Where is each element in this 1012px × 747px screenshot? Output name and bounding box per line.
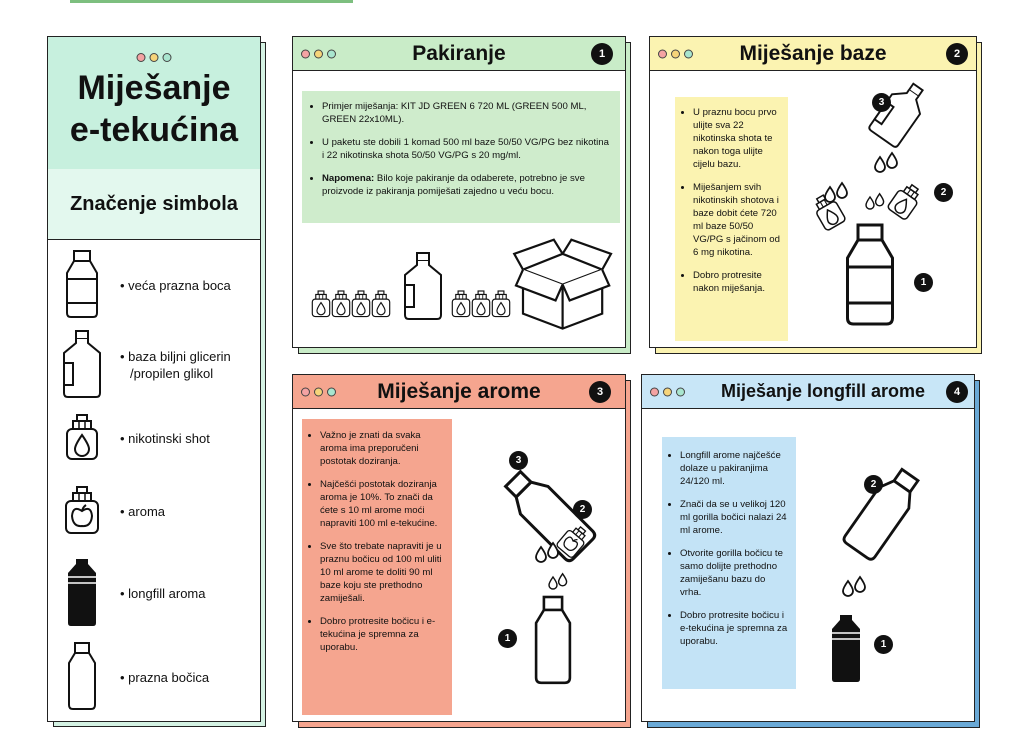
panel-base-header [650, 37, 976, 71]
note-item: • Sve što trebate napraviti je u praznu bočicu od 100 ml uliti 10 ml arome te doliti 90 ml baze koju ste prethodno zamiješali. [320, 540, 444, 605]
step-2-badge: 2 [573, 500, 592, 519]
step-1-badge: 1 [874, 635, 893, 654]
panel-aroma-header [293, 375, 625, 409]
panel-packaging [292, 36, 626, 348]
panel-aroma-mixing [292, 374, 626, 722]
note-item: • Longfill arome najčešće dolaze u pakiranjima 24/120 ml. [680, 449, 788, 488]
note-item: • Važno je znati da svaka aroma ima preporučeni postotak doziranja. [320, 429, 444, 468]
note-item: • Miješanjem svih nikotinskih shotova i baze dobit ćete 720 ml baze 50/50 VG/PG s jačinom od 6 mg nikotina. [693, 181, 780, 259]
panel-longfill-mixing [641, 374, 975, 722]
legend-item-small-bottle: • prazna bočica [60, 643, 209, 711]
panel-base-notes [675, 97, 788, 341]
legend-item-large-bottle: • veća prazna boca [60, 251, 231, 319]
panel-longfill-notes [662, 437, 796, 689]
legend-heading: Značenje simbola [70, 192, 238, 215]
panel-base-number: 2 [946, 43, 968, 65]
legend-item-nicotine-shot: • nikotinski shot [60, 413, 210, 463]
note-item: • Znači da se u velikoj 120 ml gorilla bočici nalazi 24 ml arome. [680, 498, 788, 537]
panel-packaging-title: Pakiranje [412, 41, 506, 65]
panel-longfill-title: Miješanje longfill arome [720, 381, 926, 401]
panel-longfill-header [642, 375, 974, 409]
large-empty-bottle-icon [60, 251, 104, 319]
aroma-mixing-illustration [453, 419, 623, 719]
aroma-bottle-icon [60, 485, 104, 537]
panel-aroma-number: 3 [589, 381, 611, 403]
note-item: • Najčešći postotak doziranja aroma je 10%. To znači da ćete s 10 ml arome moći napraviti 100 ml e-tekućine. [320, 478, 444, 530]
small-empty-bottle-icon [60, 643, 104, 711]
top-accent-line [70, 0, 353, 3]
panel-base-title: Miješanje baze [739, 41, 887, 65]
panel-packaging-notes [302, 91, 620, 223]
note-item: • Napomena: Bilo koje pakiranje da odaberete, potrebno je sve proizvode iz pakiranja pomiješati zajedno u veću bocu. [322, 172, 610, 198]
base-jug-icon [60, 331, 104, 399]
panel-packaging-header [293, 37, 625, 71]
panel-aroma-notes [302, 419, 452, 715]
legend-item-longfill: • longfill aroma [60, 559, 205, 627]
window-dots [137, 53, 172, 62]
base-mixing-illustration [800, 77, 970, 337]
step-2-badge: 2 [934, 183, 953, 202]
note-item: • U praznu bocu prvo ulijte sva 22 nikotinska shota te nakon toga ulijte cijelu bazu. [693, 106, 780, 171]
legend-item-base: • baza biljni glicerin /propilen glikol [60, 331, 231, 399]
page-title: Miješanje e-tekućina [69, 69, 239, 149]
step-2-badge: 2 [864, 475, 883, 494]
note-item: • U paketu ste dobili 1 komad 500 ml baze 50/50 VG/PG bez nikotina i 22 nikotinska shota 50/50 VG/PG s 20 mg/ml. [322, 136, 610, 162]
legend-item-aroma: • aroma [60, 485, 165, 537]
panel-base-mixing [649, 36, 977, 348]
note-item: • Primjer miješanja: KIT JD GREEN 6 720 ML (GREEN 500 ML, GREEN 22x10ML). [322, 100, 610, 126]
note-item: • Dobro protresite bočicu i e-tekućina je spremna za uporabu. [320, 615, 444, 654]
step-1-badge: 1 [914, 273, 933, 292]
longfill-aroma-icon [60, 559, 104, 627]
sidebar-title-block [48, 37, 260, 170]
step-3-badge: 3 [509, 451, 528, 470]
longfill-mixing-illustration [812, 435, 972, 695]
nicotine-shot-icon [60, 413, 104, 463]
packaging-illustration [293, 233, 627, 343]
legend-heading-block [48, 169, 260, 240]
note-item: • Dobro protresite bočicu i e-tekućina je spremna za uporabu. [680, 609, 788, 648]
note-item: • Otvorite gorilla bočicu te samo dolijte prethodno zamiješanu bazu do vrha. [680, 547, 788, 599]
panel-aroma-title: Miješanje arome [377, 379, 541, 403]
note-item: • Dobro protresite nakon miješanja. [693, 269, 780, 295]
step-3-badge: 3 [872, 93, 891, 112]
sidebar [47, 36, 261, 722]
panel-longfill-number: 4 [946, 381, 968, 403]
panel-packaging-number: 1 [591, 43, 613, 65]
step-1-badge: 1 [498, 629, 517, 648]
